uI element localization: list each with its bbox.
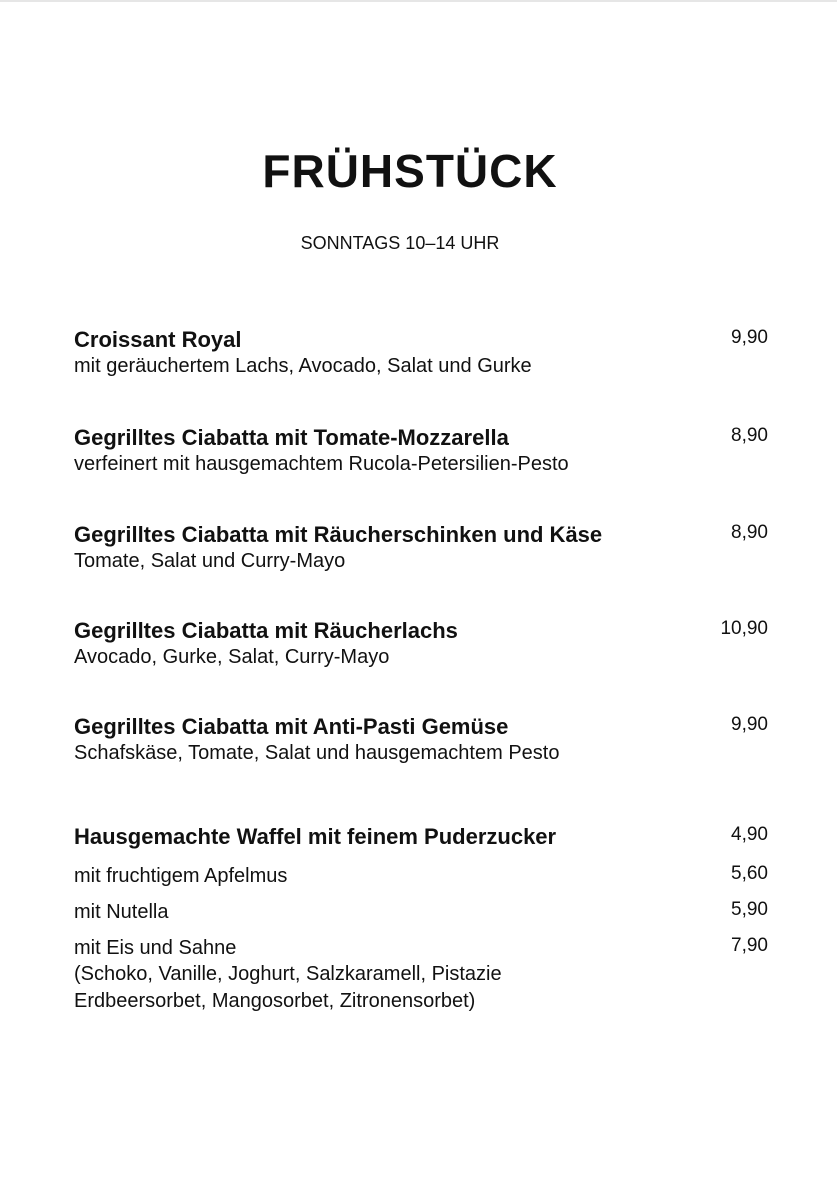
waffel-option-nutella	[74, 899, 774, 927]
item-description: Avocado, Gurke, Salat, Curry-Mayo	[74, 646, 390, 668]
note-line: Erdbeersorbet, Mangosorbet, Zitronensorbet)	[74, 990, 476, 1012]
item-name: Hausgemachte Waffel mit feinem Puderzucker	[74, 824, 557, 849]
item-price: 8,90	[731, 522, 768, 543]
menu-title: FRÜHSTÜCK	[262, 145, 558, 197]
item-price: 4,90	[731, 824, 768, 845]
waffel-option-eis-sahne	[74, 935, 774, 963]
waffel-flavors-note	[74, 961, 502, 1015]
option-label: mit Nutella	[74, 901, 169, 923]
item-description: verfeinert mit hausgemachtem Rucola-Petersilien-Pesto	[74, 453, 569, 475]
item-price: 8,90	[731, 425, 768, 446]
item-name: Gegrilltes Ciabatta mit Räucherschinken und Käse	[74, 522, 603, 547]
waffel-option-apfelmus	[74, 863, 774, 891]
item-description: Schafskäse, Tomate, Salat und hausgemachtem Pesto	[74, 742, 560, 764]
item-name: Croissant Royal	[74, 327, 242, 352]
item-name: Gegrilltes Ciabatta mit Tomate-Mozzarella	[74, 425, 509, 450]
item-price: 9,90	[731, 714, 768, 735]
option-price: 5,90	[731, 899, 768, 920]
option-price: 7,90	[731, 935, 768, 956]
item-price: 10,90	[720, 618, 768, 639]
item-price: 9,90	[731, 327, 768, 348]
note-line: (Schoko, Vanille, Joghurt, Salzkaramell, Pistazie	[74, 963, 502, 985]
option-label: mit fruchtigem Apfelmus	[74, 865, 288, 887]
option-label: mit Eis und Sahne	[74, 937, 237, 959]
option-price: 5,60	[731, 863, 768, 884]
item-name: Gegrilltes Ciabatta mit Anti-Pasti Gemüse	[74, 714, 509, 739]
top-divider	[0, 0, 837, 2]
item-description: mit geräuchertem Lachs, Avocado, Salat und Gurke	[74, 355, 532, 377]
menu-subtitle: SONNTAGS 10–14 UHR	[300, 233, 500, 253]
item-name: Gegrilltes Ciabatta mit Räucherlachs	[74, 618, 458, 643]
item-description: Tomate, Salat und Curry-Mayo	[74, 550, 346, 572]
